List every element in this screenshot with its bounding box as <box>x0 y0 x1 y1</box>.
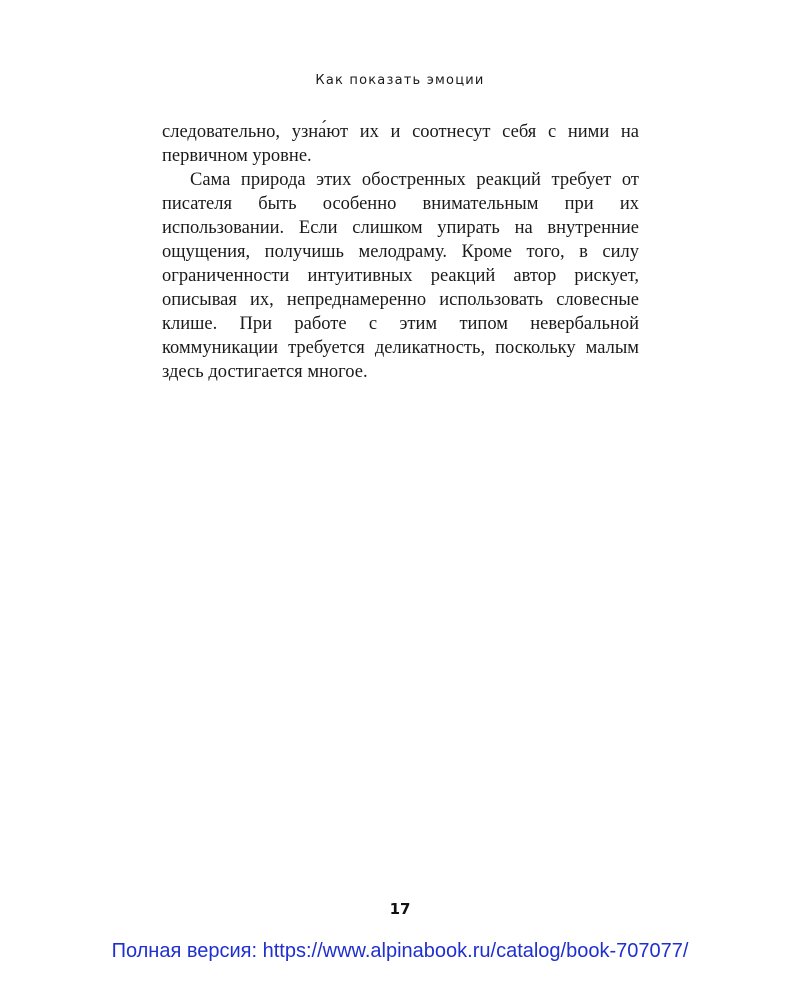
page-number: 17 <box>389 900 411 918</box>
paragraph: Сама природа этих обостренных реакций требует от писателя быть особенно внимательным при их использовании. Если слишком упирать на внутренние ощущения, получишь мелодраму. Кроме того, в силу ограниченности интуитивных реакций автор рискует, описывая их, непреднамеренно использовать словесные клише. При работе с этим типом невербальной коммуникации требуется деликатность, поскольку малым здесь достигается многое. <box>162 170 639 382</box>
body-text <box>162 120 639 384</box>
paragraph-continuation: следовательно, узна́ют их и соотнесут себя с ними на первичном уровне. <box>162 122 639 166</box>
full-version-link[interactable]: Полная версия: https://www.alpinabook.ru/catalog/book-707077/ <box>111 940 689 962</box>
running-header: Как показать эмоции <box>315 73 485 88</box>
